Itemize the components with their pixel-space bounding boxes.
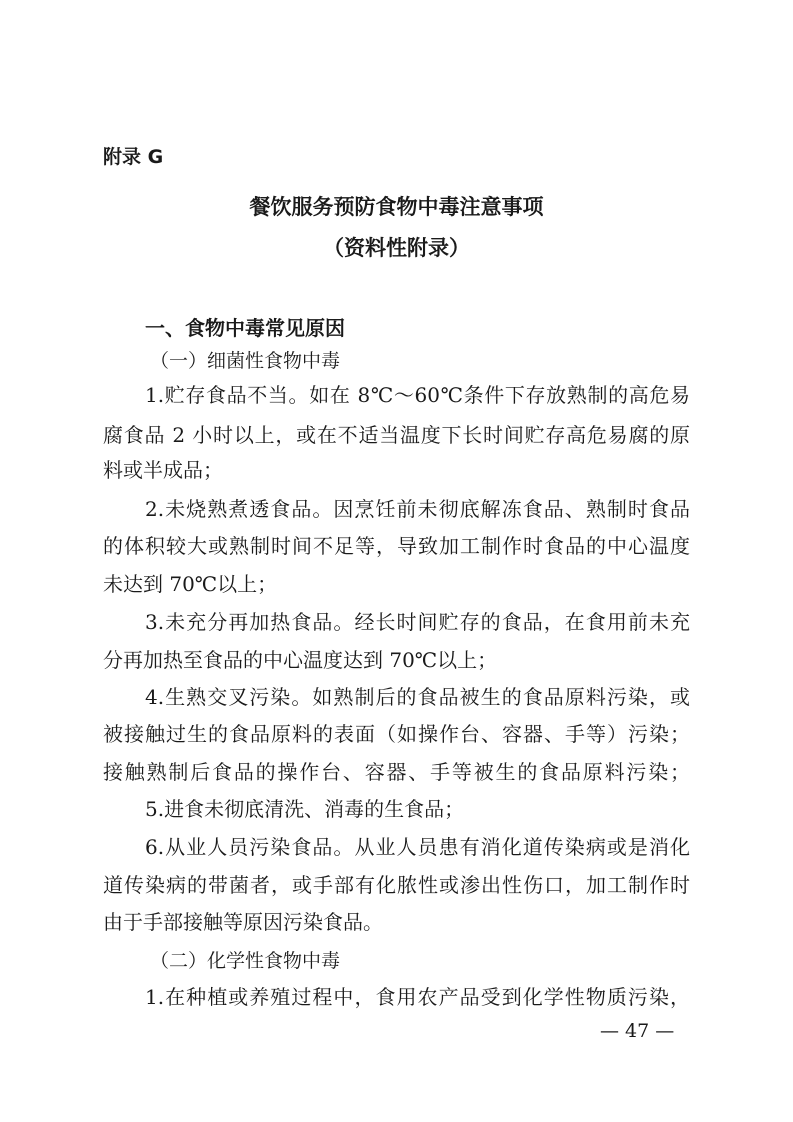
document-title: 餐饮服务预防食物中毒注意事项 [249, 194, 544, 219]
paragraph-line: 被接触过生的食品原料的表面（如操作台、容器、手等）污染； [103, 722, 690, 746]
paragraph-line: 2.未烧熟煮透食品。因烹饪前未彻底解冻食品、熟制时食品 [145, 497, 690, 521]
paragraph-line: 4.生熟交叉污染。如熟制后的食品被生的食品原料污染，或 [145, 685, 690, 709]
paragraph-line: 分再加热至食品的中心温度达到 70℃以上； [103, 648, 498, 672]
paragraph-line: 1.贮存食品不当。如在 8℃～60℃条件下存放熟制的高危易 [145, 383, 690, 407]
paragraph-line: 未达到 70℃以上； [103, 572, 278, 596]
subsection-heading-chemical: （二）化学性食物中毒 [150, 950, 341, 972]
subsection-heading-bacterial: （一）细菌性食物中毒 [150, 350, 341, 372]
paragraph-line: 3.未充分再加热食品。经长时间贮存的食品，在食用前未充 [145, 610, 690, 634]
paragraph-line: 6.从业人员污染食品。从业人员患有消化道传染病或是消化 [145, 835, 690, 859]
paragraph-line: 5.进食未彻底清洗、消毒的生食品； [145, 797, 465, 821]
paragraph-line: 的体积较大或熟制时间不足等，导致加工制作时食品的中心温度 [103, 534, 690, 558]
paragraph-line: 1.在种植或养殖过程中，食用农产品受到化学性物质污染， [145, 985, 690, 1009]
appendix-label: 附录 G [103, 146, 164, 168]
section-heading-causes: 一、食物中毒常见原因 [145, 316, 345, 340]
paragraph-line: 腐食品 2 小时以上，或在不适当温度下长时间贮存高危易腐的原 [103, 423, 690, 447]
document-subtitle: （资料性附录） [323, 235, 470, 260]
paragraph-line: 道传染病的带菌者，或手部有化脓性或渗出性伤口，加工制作时 [103, 873, 690, 897]
paragraph-line: 料或半成品； [103, 458, 223, 482]
paragraph-line: 由于手部接触等原因污染食品。 [103, 910, 383, 934]
paragraph-line: 接触熟制后食品的操作台、容器、手等被生的食品原料污染； [103, 760, 690, 784]
page-number: — 47 — [600, 1020, 675, 1042]
